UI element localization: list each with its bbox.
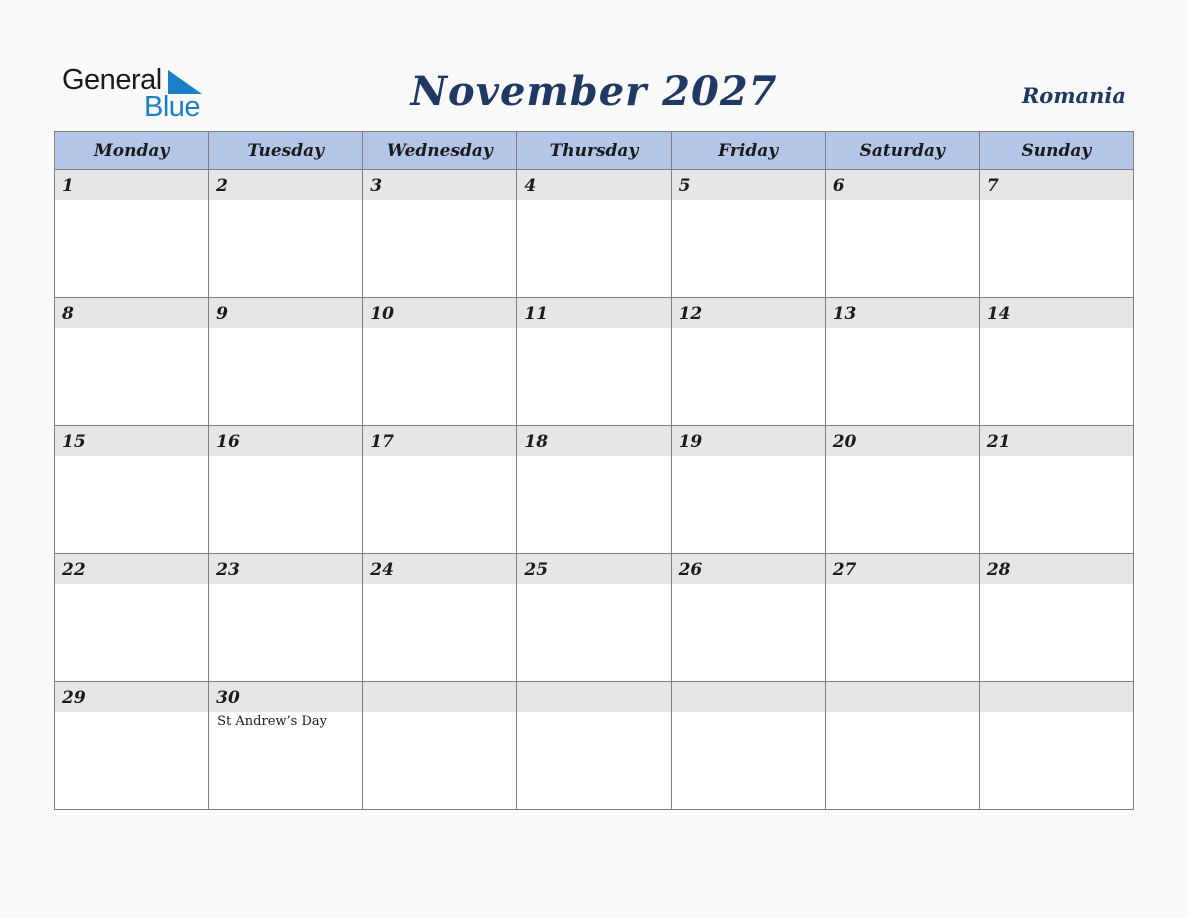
weekday-header-row bbox=[55, 132, 1134, 170]
calendar-day-cell bbox=[363, 298, 517, 426]
day-number-bar bbox=[209, 554, 362, 584]
calendar-day-cell bbox=[55, 682, 209, 810]
day-number: 12 bbox=[678, 304, 703, 324]
calendar-week-row bbox=[55, 682, 1134, 810]
day-number-bar bbox=[980, 426, 1133, 456]
day-number-bar bbox=[826, 298, 979, 328]
day-number: 13 bbox=[832, 304, 857, 324]
day-number-bar bbox=[55, 170, 208, 200]
calendar-day-cell bbox=[825, 682, 979, 810]
calendar-day-cell bbox=[517, 298, 671, 426]
day-number-bar bbox=[209, 170, 362, 200]
calendar-day-cell bbox=[979, 554, 1133, 682]
day-number-bar bbox=[363, 298, 516, 328]
calendar-day-cell bbox=[825, 170, 979, 298]
day-number-bar bbox=[363, 682, 516, 712]
day-number-bar bbox=[55, 554, 208, 584]
day-number: 30 bbox=[216, 688, 240, 708]
page-title: November 2027 bbox=[410, 68, 778, 115]
day-number-bar bbox=[672, 554, 825, 584]
calendar-day-cell bbox=[209, 298, 363, 426]
day-number: 7 bbox=[986, 176, 999, 196]
calendar-day-cell bbox=[825, 426, 979, 554]
day-number-bar bbox=[980, 554, 1133, 584]
calendar-day-cell bbox=[825, 298, 979, 426]
day-number: 2 bbox=[216, 176, 228, 196]
day-number-bar bbox=[517, 298, 670, 328]
calendar-day-cell bbox=[979, 298, 1133, 426]
day-number-bar bbox=[672, 170, 825, 200]
calendar-day-cell bbox=[209, 682, 363, 810]
day-number-bar bbox=[826, 554, 979, 584]
weekday-friday: Friday bbox=[671, 132, 825, 170]
day-number-bar bbox=[363, 426, 516, 456]
calendar-day-cell bbox=[671, 682, 825, 810]
day-number: 19 bbox=[678, 432, 703, 452]
logo-text-blue: Blue bbox=[144, 91, 201, 123]
day-number: 26 bbox=[678, 560, 703, 580]
calendar-day-cell bbox=[363, 554, 517, 682]
holiday-label: St Andrew’s Day bbox=[217, 714, 327, 729]
day-number-bar bbox=[826, 682, 979, 712]
day-number: 17 bbox=[370, 432, 394, 452]
calendar-week-row bbox=[55, 298, 1134, 426]
day-number: 11 bbox=[524, 304, 549, 324]
calendar-day-cell bbox=[209, 170, 363, 298]
day-number-bar bbox=[980, 170, 1133, 200]
logo-text-general: General bbox=[62, 64, 162, 96]
day-number: 6 bbox=[832, 176, 845, 196]
calendar-day-cell bbox=[517, 426, 671, 554]
day-number: 15 bbox=[62, 432, 86, 452]
day-number: 10 bbox=[370, 304, 394, 324]
day-number: 25 bbox=[524, 560, 549, 580]
day-number: 27 bbox=[832, 560, 857, 580]
weekday-saturday: Saturday bbox=[825, 132, 979, 170]
day-number: 20 bbox=[832, 432, 857, 452]
calendar-day-cell bbox=[671, 426, 825, 554]
calendar-day-cell bbox=[55, 170, 209, 298]
calendar-week-row bbox=[55, 554, 1134, 682]
day-number: 16 bbox=[216, 432, 240, 452]
day-number: 14 bbox=[986, 304, 1011, 324]
day-number-bar bbox=[363, 554, 516, 584]
day-number: 18 bbox=[524, 432, 549, 452]
day-number-bar bbox=[55, 426, 208, 456]
day-number: 22 bbox=[62, 560, 86, 580]
calendar-day-cell bbox=[979, 682, 1133, 810]
calendar-day-cell bbox=[671, 554, 825, 682]
calendar-day-cell bbox=[363, 682, 517, 810]
calendar-day-cell bbox=[825, 554, 979, 682]
day-number-bar bbox=[672, 426, 825, 456]
calendar-day-cell bbox=[55, 298, 209, 426]
day-number-bar bbox=[826, 170, 979, 200]
calendar-day-cell bbox=[363, 426, 517, 554]
day-number: 21 bbox=[986, 432, 1011, 452]
day-number-bar bbox=[517, 682, 670, 712]
day-number: 24 bbox=[370, 560, 394, 580]
day-number-bar bbox=[672, 298, 825, 328]
weekday-wednesday: Wednesday bbox=[363, 132, 517, 170]
day-number: 29 bbox=[62, 688, 86, 708]
day-number-bar bbox=[517, 426, 670, 456]
day-number: 3 bbox=[370, 176, 383, 196]
day-number-bar bbox=[980, 682, 1133, 712]
day-number-bar bbox=[826, 426, 979, 456]
country-label: Romania bbox=[1021, 83, 1126, 108]
calendar-day-cell bbox=[209, 426, 363, 554]
day-number: 8 bbox=[62, 304, 74, 324]
calendar-week-row bbox=[55, 426, 1134, 554]
day-number-bar bbox=[980, 298, 1133, 328]
day-number-bar bbox=[363, 170, 516, 200]
calendar-day-cell bbox=[209, 554, 363, 682]
calendar-week-row bbox=[55, 170, 1134, 298]
day-number-bar bbox=[209, 682, 362, 712]
day-number-bar bbox=[209, 426, 362, 456]
calendar-day-cell bbox=[517, 682, 671, 810]
day-number-bar bbox=[517, 170, 670, 200]
calendar-day-cell bbox=[671, 170, 825, 298]
day-number: 23 bbox=[216, 560, 240, 580]
day-number: 28 bbox=[986, 560, 1011, 580]
day-number-bar bbox=[517, 554, 670, 584]
calendar-day-cell bbox=[55, 554, 209, 682]
calendar-day-cell bbox=[979, 170, 1133, 298]
weekday-monday: Monday bbox=[55, 132, 209, 170]
day-number-bar bbox=[672, 682, 825, 712]
calendar-grid bbox=[54, 131, 1134, 810]
day-number: 9 bbox=[216, 304, 228, 324]
calendar-day-cell bbox=[979, 426, 1133, 554]
weekday-sunday: Sunday bbox=[979, 132, 1133, 170]
calendar-day-cell bbox=[55, 426, 209, 554]
day-number: 1 bbox=[62, 176, 74, 196]
day-number-bar bbox=[209, 298, 362, 328]
day-number-bar bbox=[55, 298, 208, 328]
day-number: 5 bbox=[678, 176, 691, 196]
weekday-tuesday: Tuesday bbox=[209, 132, 363, 170]
calendar-day-cell bbox=[363, 170, 517, 298]
day-number-bar bbox=[55, 682, 208, 712]
day-number: 4 bbox=[524, 176, 537, 196]
weekday-thursday: Thursday bbox=[517, 132, 671, 170]
general-blue-logo bbox=[62, 66, 212, 122]
calendar-day-cell bbox=[671, 298, 825, 426]
calendar-day-cell bbox=[517, 170, 671, 298]
calendar-day-cell bbox=[517, 554, 671, 682]
